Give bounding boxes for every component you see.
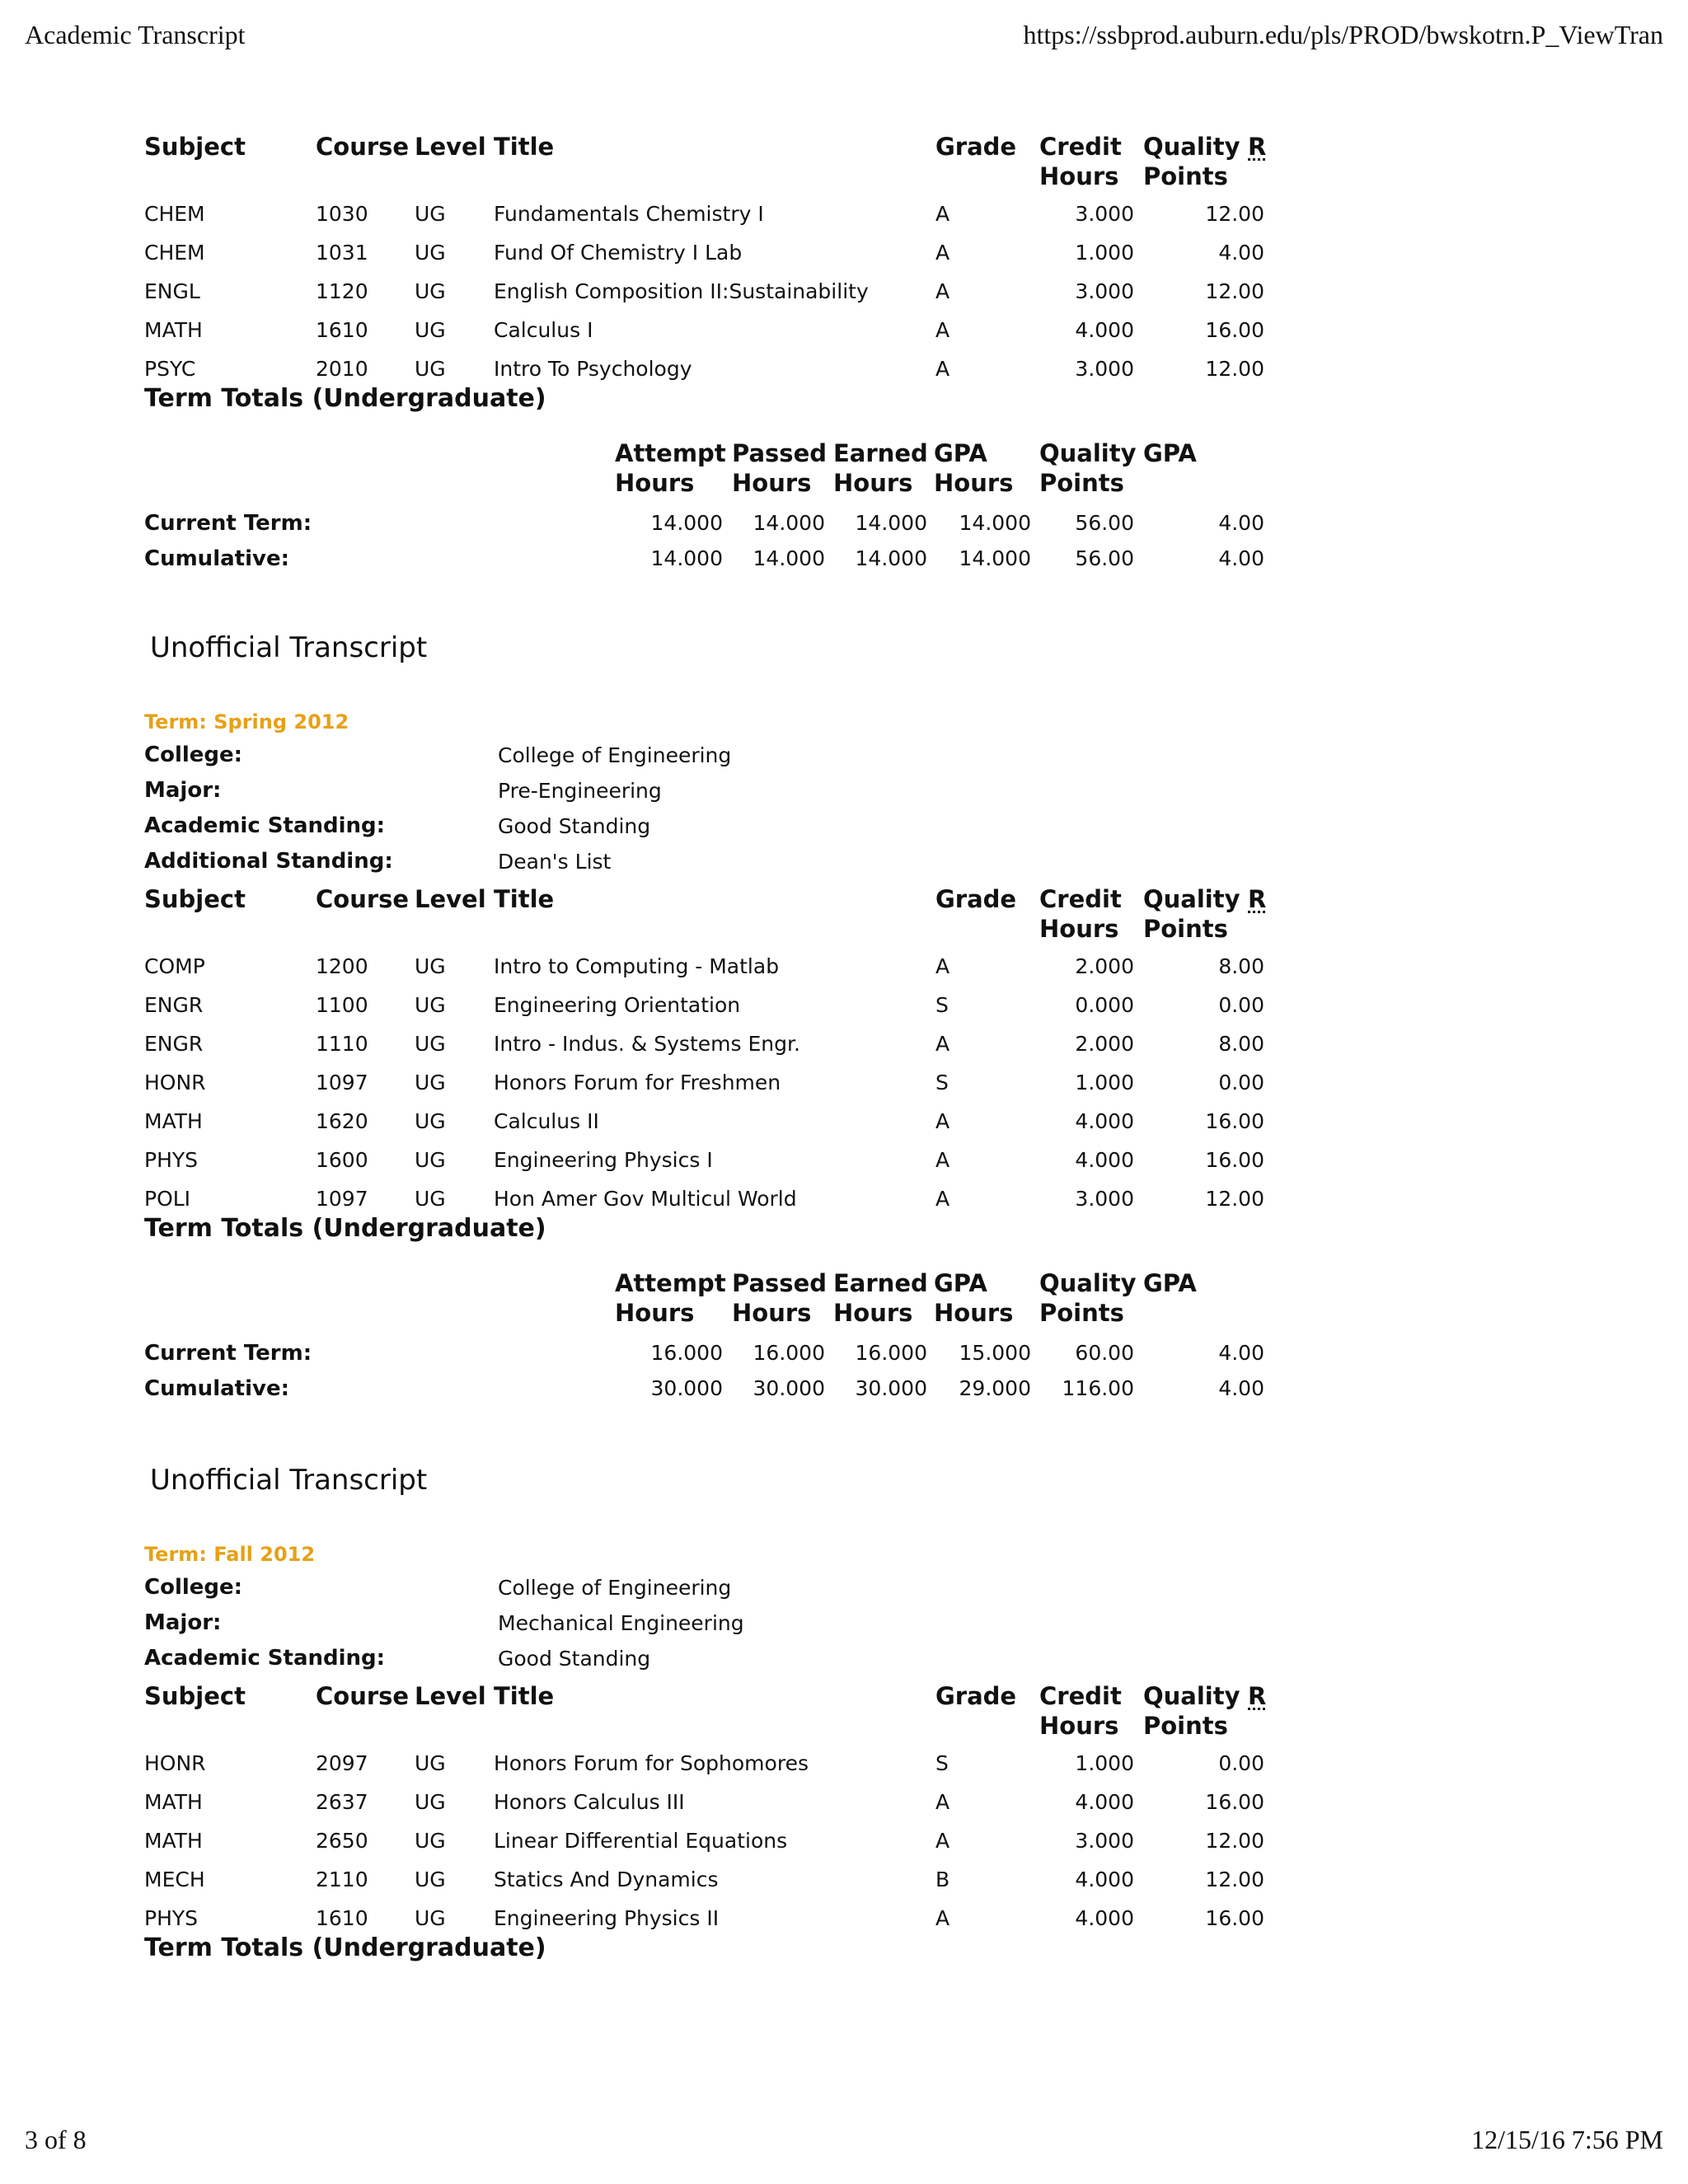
course-credit-hours: 3.000 [1075,1187,1134,1211]
course-grade: A [935,1148,950,1172]
course-title: Hon Amer Gov Multicul World [494,1187,797,1211]
col-header-quality-points: Quality [1143,1682,1240,1710]
col-header-credit-hours-2: Hours [1039,915,1119,943]
course-grade: A [935,954,950,978]
course-quality-points: 4.00 [1218,241,1264,265]
course-quality-points: 0.00 [1218,1751,1264,1775]
col-header-level: Level [415,1682,486,1710]
col-header-quality-points-2: Points [1143,162,1228,190]
totals-earned-hours: 14.000 [855,546,927,570]
term-totals-heading: Term Totals (Undergraduate) [144,1214,546,1243]
info-label-major: Major: [144,778,222,803]
info-label-academic-standing: Academic Standing: [144,1646,386,1671]
totals-gpa: 4.00 [1218,1376,1264,1400]
info-value-academic-standing: Good Standing [498,1647,651,1671]
col-header-r: R [1248,885,1267,913]
course-grade: A [935,1032,950,1056]
course-number: 1097 [316,1187,368,1211]
totals-header-qp-2: Points [1039,1299,1124,1327]
info-value-academic-standing: Good Standing [498,814,651,838]
course-credit-hours: 1.000 [1075,1071,1134,1094]
info-label-college: College: [144,743,243,767]
course-title: English Composition II:Sustainability [494,279,869,303]
course-credit-hours: 4.000 [1075,318,1134,342]
course-grade: A [935,357,950,381]
course-title: Fund Of Chemistry I Lab [494,241,743,265]
course-credit-hours: 3.000 [1075,1829,1134,1853]
course-level: UG [415,1109,446,1133]
totals-header-qp: Quality [1039,1269,1137,1297]
totals-header-passed: Passed [732,439,827,467]
course-number: 2637 [316,1790,368,1814]
course-quality-points: 8.00 [1218,1032,1264,1056]
course-number: 2110 [316,1868,368,1891]
course-quality-points: 16.00 [1205,1109,1264,1133]
course-quality-points: 16.00 [1205,1148,1264,1172]
course-subject: ENGR [144,1032,204,1056]
totals-quality-points: 56.00 [1075,511,1134,535]
totals-header-attempt-2: Hours [615,469,695,497]
course-subject: MATH [144,1829,203,1853]
totals-header-gpah: GPA [934,439,987,467]
course-credit-hours: 3.000 [1075,202,1134,226]
course-title: Engineering Orientation [494,993,741,1017]
course-subject: HONR [144,1751,206,1775]
totals-gpa-hours: 14.000 [959,511,1031,535]
course-subject: POLI [144,1187,191,1211]
course-subject: ENGR [144,993,204,1017]
col-header-subject: Subject [144,885,246,913]
totals-header-passed-2: Hours [732,1299,812,1327]
course-title: Intro To Psychology [494,357,692,381]
totals-gpa-hours: 15.000 [959,1341,1031,1365]
totals-header-earned-2: Hours [833,469,913,497]
course-grade: S [935,1071,949,1094]
course-grade: A [935,1109,950,1133]
info-value-additional-standing: Dean's List [498,850,612,874]
document-title: Academic Transcript [25,20,246,49]
totals-gpa: 4.00 [1218,546,1264,570]
course-quality-points: 0.00 [1218,993,1264,1017]
info-value-major: Pre-Engineering [498,779,662,803]
totals-earned-hours: 16.000 [855,1341,927,1365]
course-grade: A [935,1187,950,1211]
course-level: UG [415,1868,446,1891]
col-header-quality-points-2: Points [1143,915,1228,943]
course-title: Engineering Physics II [494,1906,720,1930]
course-subject: COMP [144,954,205,978]
course-title: Honors Forum for Freshmen [494,1071,781,1094]
totals-row-label-current: Current Term: [144,1341,312,1366]
course-credit-hours: 1.000 [1075,1751,1134,1775]
course-title: Calculus I [494,318,593,342]
course-credit-hours: 4.000 [1075,1868,1134,1891]
course-credit-hours: 4.000 [1075,1906,1134,1930]
course-quality-points: 12.00 [1205,202,1264,226]
col-header-credit-hours-2: Hours [1039,162,1119,190]
course-title: Linear Differential Equations [494,1829,788,1853]
totals-row-label-cumulative: Cumulative: [144,546,289,571]
col-header-level: Level [415,133,486,161]
totals-passed-hours: 14.000 [753,511,825,535]
totals-header-qp: Quality [1039,439,1137,467]
course-level: UG [415,1148,446,1172]
totals-header-passed: Passed [732,1269,827,1297]
course-subject: PHYS [144,1148,199,1172]
course-number: 1030 [316,202,368,226]
course-quality-points: 16.00 [1205,1790,1264,1814]
course-number: 1097 [316,1071,368,1094]
col-header-credit-hours: Credit [1039,133,1122,161]
course-quality-points: 12.00 [1205,1829,1264,1853]
course-quality-points: 12.00 [1205,1868,1264,1891]
course-credit-hours: 2.000 [1075,1032,1134,1056]
totals-attempt-hours: 30.000 [650,1376,723,1400]
course-level: UG [415,357,446,381]
course-credit-hours: 0.000 [1075,993,1134,1017]
col-header-course: Course [316,1682,410,1710]
course-level: UG [415,1071,446,1094]
course-grade: A [935,241,950,265]
course-credit-hours: 3.000 [1075,357,1134,381]
col-header-quality-points: Quality [1143,885,1240,913]
course-number: 1610 [316,1906,368,1930]
totals-passed-hours: 30.000 [753,1376,825,1400]
totals-passed-hours: 14.000 [753,546,825,570]
course-number: 1100 [316,993,368,1017]
course-grade: S [935,1751,949,1775]
course-level: UG [415,318,446,342]
course-subject: MATH [144,318,203,342]
info-value-major: Mechanical Engineering [498,1611,744,1635]
course-quality-points: 12.00 [1205,357,1264,381]
course-level: UG [415,1906,446,1930]
totals-header-gpah: GPA [934,1269,987,1297]
course-grade: S [935,993,949,1017]
course-number: 1031 [316,241,368,265]
totals-quality-points: 60.00 [1075,1341,1134,1365]
totals-gpa: 4.00 [1218,511,1264,535]
course-number: 1200 [316,954,368,978]
totals-passed-hours: 16.000 [753,1341,825,1365]
course-quality-points: 12.00 [1205,279,1264,303]
totals-header-earned-2: Hours [833,1299,913,1327]
totals-earned-hours: 14.000 [855,511,927,535]
course-subject: PSYC [144,357,196,381]
course-quality-points: 12.00 [1205,1187,1264,1211]
col-header-credit-hours-2: Hours [1039,1712,1119,1740]
info-label-major: Major: [144,1610,222,1635]
course-level: UG [415,1829,446,1853]
totals-attempt-hours: 14.000 [650,511,723,535]
course-level: UG [415,241,446,265]
course-credit-hours: 3.000 [1075,279,1134,303]
col-header-quality-points: Quality [1143,133,1240,161]
course-grade: A [935,1790,950,1814]
col-header-title: Title [494,1682,555,1710]
course-grade: A [935,318,950,342]
info-value-college: College of Engineering [498,1576,732,1600]
totals-header-earned: Earned [833,1269,928,1297]
course-title: Statics And Dynamics [494,1868,719,1891]
course-grade: A [935,202,950,226]
page-url: https://ssbprod.auburn.edu/pls/PROD/bwskotrn.P_ViewTran [1023,20,1663,49]
col-header-grade: Grade [935,133,1017,161]
course-subject: MATH [144,1790,203,1814]
totals-header-gpa: GPA [1143,439,1197,467]
course-subject: MECH [144,1868,205,1891]
course-grade: A [935,1906,950,1930]
col-header-subject: Subject [144,1682,246,1710]
totals-header-qp-2: Points [1039,469,1124,497]
course-level: UG [415,202,446,226]
course-credit-hours: 2.000 [1075,954,1134,978]
col-header-subject: Subject [144,133,246,161]
course-subject: PHYS [144,1906,199,1930]
page-number: 3 of 8 [25,2125,87,2154]
term-heading: Term: Spring 2012 [144,710,349,733]
col-header-title: Title [494,885,555,913]
course-level: UG [415,279,446,303]
col-header-grade: Grade [935,1682,1017,1710]
col-header-course: Course [316,133,410,161]
course-credit-hours: 4.000 [1075,1148,1134,1172]
course-number: 1620 [316,1109,368,1133]
totals-gpa-hours: 29.000 [959,1376,1031,1400]
totals-attempt-hours: 14.000 [650,546,723,570]
col-header-quality-points-2: Points [1143,1712,1228,1740]
totals-header-attempt: Attempt [615,1269,726,1297]
totals-header-attempt: Attempt [615,439,726,467]
course-subject: ENGL [144,279,200,303]
course-number: 2650 [316,1829,368,1853]
totals-gpa-hours: 14.000 [959,546,1031,570]
totals-attempt-hours: 16.000 [650,1341,723,1365]
col-header-course: Course [316,885,410,913]
course-grade: A [935,1829,950,1853]
totals-header-gpa: GPA [1143,1269,1197,1297]
col-header-level: Level [415,885,486,913]
unofficial-transcript-heading: Unofficial Transcript [150,1464,428,1497]
col-header-r: R [1248,1682,1267,1710]
course-number: 1600 [316,1148,368,1172]
totals-row-label-current: Current Term: [144,511,312,536]
totals-row-label-cumulative: Cumulative: [144,1376,289,1401]
course-level: UG [415,1790,446,1814]
course-level: UG [415,1187,446,1211]
course-number: 1610 [316,318,368,342]
course-level: UG [415,993,446,1017]
course-title: Intro to Computing - Matlab [494,954,780,978]
course-title: Honors Forum for Sophomores [494,1751,809,1775]
col-header-title: Title [494,133,555,161]
course-level: UG [415,954,446,978]
course-grade: B [935,1868,950,1891]
info-label-academic-standing: Academic Standing: [144,813,386,838]
course-level: UG [415,1751,446,1775]
totals-header-passed-2: Hours [732,469,812,497]
totals-header-earned: Earned [833,439,928,467]
col-header-r: R [1248,133,1267,161]
totals-header-attempt-2: Hours [615,1299,695,1327]
course-quality-points: 8.00 [1218,954,1264,978]
course-title: Engineering Physics I [494,1148,713,1172]
course-number: 1120 [316,279,368,303]
totals-header-gpah-2: Hours [934,469,1014,497]
print-datetime: 12/15/16 7:56 PM [1471,2125,1663,2154]
course-title: Honors Calculus III [494,1790,685,1814]
totals-gpa: 4.00 [1218,1341,1264,1365]
info-label-college: College: [144,1575,243,1600]
course-grade: A [935,279,950,303]
course-subject: MATH [144,1109,203,1133]
course-subject: HONR [144,1071,206,1094]
course-quality-points: 16.00 [1205,1906,1264,1930]
course-credit-hours: 4.000 [1075,1790,1134,1814]
term-totals-heading: Term Totals (Undergraduate) [144,384,546,413]
totals-earned-hours: 30.000 [855,1376,927,1400]
term-heading: Term: Fall 2012 [144,1543,316,1566]
col-header-credit-hours: Credit [1039,1682,1122,1710]
course-level: UG [415,1032,446,1056]
totals-header-gpah-2: Hours [934,1299,1014,1327]
col-header-credit-hours: Credit [1039,885,1122,913]
col-header-grade: Grade [935,885,1017,913]
course-title: Fundamentals Chemistry I [494,202,764,226]
info-value-college: College of Engineering [498,743,732,767]
unofficial-transcript-heading: Unofficial Transcript [150,631,428,664]
totals-quality-points: 116.00 [1062,1376,1134,1400]
course-credit-hours: 4.000 [1075,1109,1134,1133]
course-number: 2097 [316,1751,368,1775]
course-title: Calculus II [494,1109,599,1133]
course-number: 2010 [316,357,368,381]
course-subject: CHEM [144,202,205,226]
term-totals-heading: Term Totals (Undergraduate) [144,1933,546,1962]
course-title: Intro - Indus. & Systems Engr. [494,1032,800,1056]
course-number: 1110 [316,1032,368,1056]
course-subject: CHEM [144,241,205,265]
course-quality-points: 0.00 [1218,1071,1264,1094]
course-credit-hours: 1.000 [1075,241,1134,265]
course-quality-points: 16.00 [1205,318,1264,342]
totals-quality-points: 56.00 [1075,546,1134,570]
info-label-additional-standing: Additional Standing: [144,849,393,874]
